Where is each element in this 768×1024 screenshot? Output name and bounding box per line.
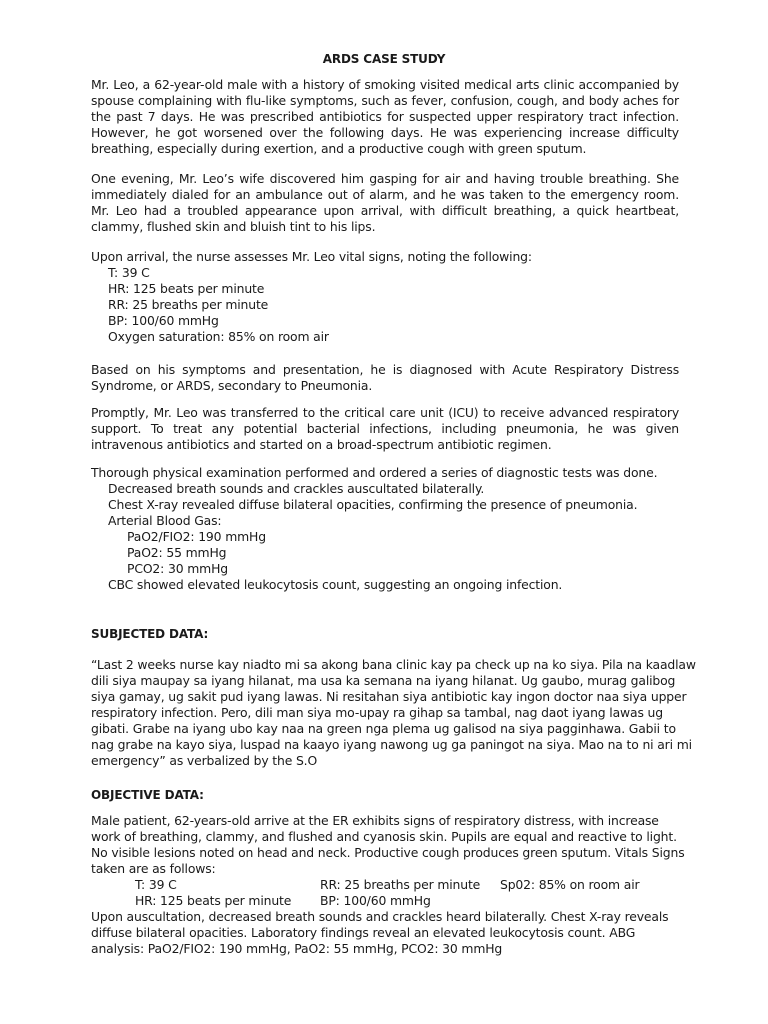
subjective-line: gibati. Grabe na iyang ubo kay naa na green nga plema ug galisod na siya pagginhawa. Gabii to <box>91 721 676 736</box>
objective-vital-spo2: Sp02: 85% on room air <box>500 877 640 892</box>
exam-xray: Chest X-ray revealed diffuse bilateral opacities, confirming the presence of pneumonia. <box>108 497 638 512</box>
objective-vital-temperature: T: 39 C <box>135 877 177 892</box>
exam-intro: Thorough physical examination performed and ordered a series of diagnostic tests was done. <box>91 465 658 480</box>
objective-closing-line: Upon auscultation, decreased breath sounds and crackles heard bilaterally. Chest X-ray reveals <box>91 909 669 924</box>
diagnosis-paragraph: Based on his symptoms and presentation, he is diagnosed with Acute Respiratory Distress Syndrome, or ARDS, secondary to Pneumonia. <box>91 362 679 393</box>
document-title: ARDS CASE STUDY <box>322 52 446 66</box>
abg-pco2: PCO2: 30 mmHg <box>127 561 228 576</box>
abg-pao2-fio2: PaO2/FIO2: 190 mmHg <box>127 529 266 544</box>
exam-cbc: CBC showed elevated leukocytosis count, suggesting an ongoing infection. <box>108 577 563 592</box>
vital-temperature: T: 39 C <box>108 265 150 280</box>
subjective-line: siya gamay, ug sakit pud iyang lawas. Ni resitahan siya antibiotic kay ingon doctor naa siya upper <box>91 689 687 704</box>
objective-vital-heart-rate: HR: 125 beats per minute <box>135 893 292 908</box>
abg-pao2: PaO2: 55 mmHg <box>127 545 227 560</box>
objective-line: work of breathing, clammy, and flushed and cyanosis skin. Pupils are equal and reactive to light. <box>91 829 677 844</box>
objective-closing-line: analysis: PaO2/FIO2: 190 mmHg, PaO2: 55 mmHg, PCO2: 30 mmHg <box>91 941 503 956</box>
objective-line: Male patient, 62-years-old arrive at the ER exhibits signs of respiratory distress, with increase <box>91 813 659 828</box>
vital-blood-pressure: BP: 100/60 mmHg <box>108 313 219 328</box>
vitals-intro: Upon arrival, the nurse assesses Mr. Leo vital signs, noting the following: <box>91 249 532 264</box>
intro-paragraph: Mr. Leo, a 62-year-old male with a history of smoking visited medical arts clinic accompanied by spouse complaining with flu-like symptoms, such as fever, confusion, cough, and body aches for the past 7 days. He was prescribed antibiotics for suspected upper respiratory tract infection. However, he got worsened over the following days. He was experiencing increase difficulty breathing, especially during exertion, and a productive cough with green sputum. <box>91 77 679 156</box>
objective-vital-respiratory-rate: RR: 25 breaths per minute <box>320 877 481 892</box>
evening-paragraph: One evening, Mr. Leo’s wife discovered him gasping for air and having trouble breathing. She immediately dialed for an ambulance out of alarm, and he was taken to the emergency room. Mr. Leo had a troubled appearance upon arrival, with difficult breathing, a quick heartbeat, clammy, flushed skin and bluish tint to his lips. <box>91 171 679 234</box>
exam-breath-sounds: Decreased breath sounds and crackles auscultated bilaterally. <box>108 481 485 496</box>
subjective-line: nag grabe na kayo siya, luspad na kaayo iyang nawong ug ga paningot na siya. Mao na to ni ari mi <box>91 737 692 752</box>
objective-vital-blood-pressure: BP: 100/60 mmHg <box>320 893 431 908</box>
objective-line: No visible lesions noted on head and neck. Productive cough produces green sputum. Vitals Signs <box>91 845 685 860</box>
subjective-line: dili siya maupay sa iyang hilanat, ma usa ka semana na iyang hilanat. Ug gaubo, murag galibog <box>91 673 676 688</box>
subjective-line: emergency” as verbalized by the S.O <box>91 753 318 768</box>
objective-line: taken are as follows: <box>91 861 216 876</box>
vital-respiratory-rate: RR: 25 breaths per minute <box>108 297 269 312</box>
objective-heading: OBJECTIVE DATA: <box>91 788 204 802</box>
abg-label: Arterial Blood Gas: <box>108 513 222 528</box>
subjective-heading: SUBJECTED DATA: <box>91 627 209 641</box>
icu-paragraph: Promptly, Mr. Leo was transferred to the critical care unit (ICU) to receive advanced respiratory support. To treat any potential bacterial infections, including pneumonia, he was given intravenous antibiotics and started on a broad-spectrum antibiotic regimen. <box>91 405 679 452</box>
vital-oxygen-saturation: Oxygen saturation: 85% on room air <box>108 329 329 344</box>
subjective-line: respiratory infection. Pero, dili man siya mo-upay ra gihap sa tambal, nag daot iyang lawas ug <box>91 705 663 720</box>
objective-closing-line: diffuse bilateral opacities. Laboratory findings reveal an elevated leukocytosis count. ABG <box>91 925 636 940</box>
vital-heart-rate: HR: 125 beats per minute <box>108 281 265 296</box>
subjective-line: “Last 2 weeks nurse kay niadto mi sa akong bana clinic kay pa check up na ko siya. Pila na kaadlaw <box>91 657 696 672</box>
